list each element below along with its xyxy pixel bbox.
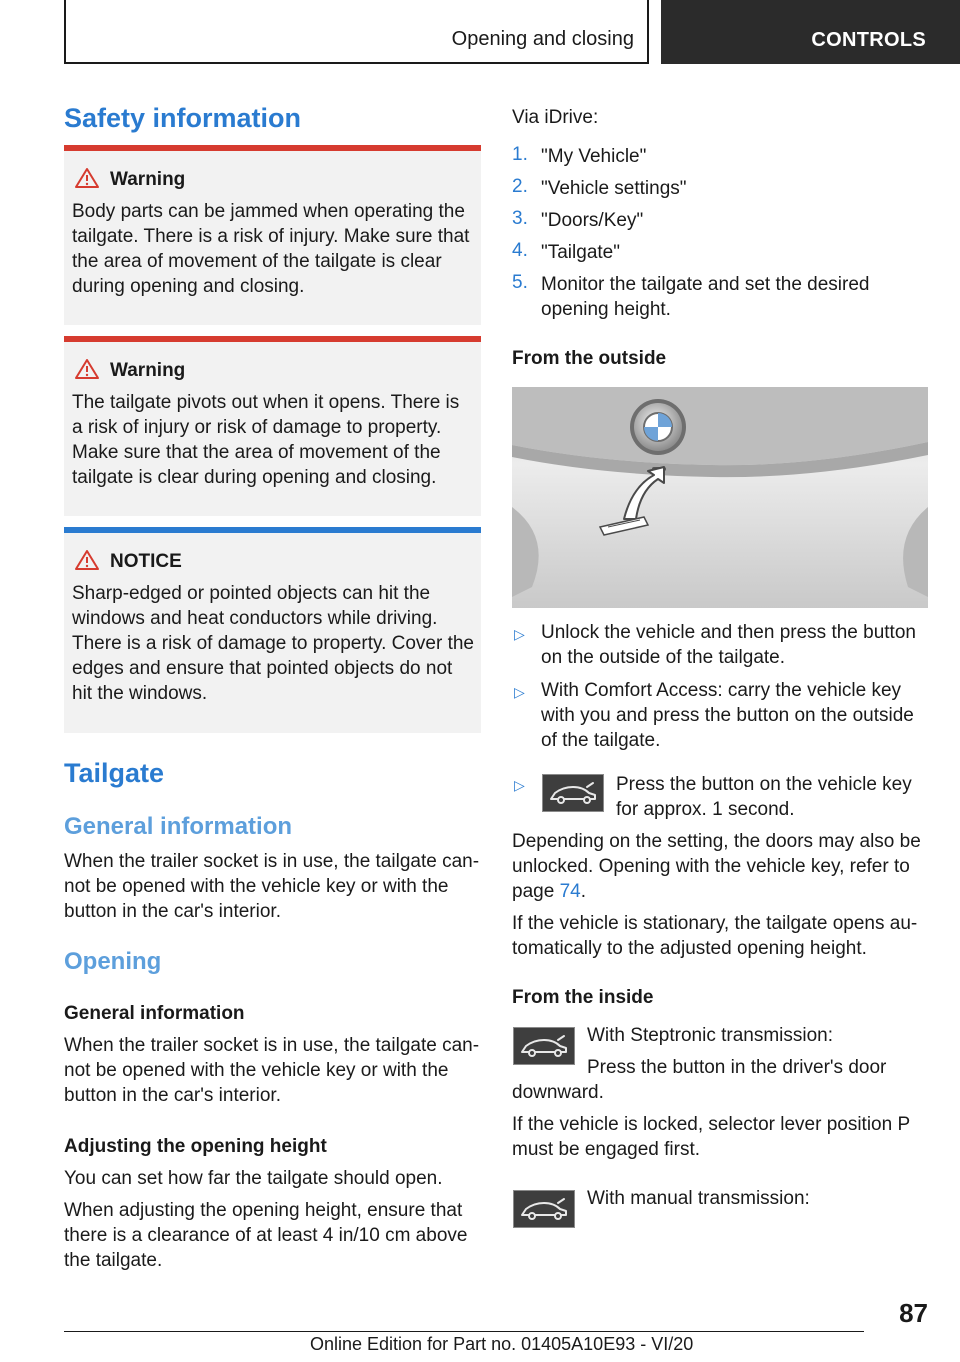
- tailgate-heading: Tailgate: [64, 758, 165, 788]
- general-info-text: When the trailer socket is in use, the tailgate cannot be opened with the vehicle key or with the button in the car's interior.: [64, 851, 480, 922]
- header-chapter-title: CONTROLS: [811, 29, 926, 51]
- warning-2-text: The tailgate pivots out when it opens. There is a risk of injury or risk of damage to property. Make sure that the area of movement of the tailgate is clear during opening and closing.: [72, 392, 460, 488]
- page-number: 87: [899, 1298, 928, 1328]
- triangle-bullet-icon: ▷: [514, 777, 525, 793]
- depending-text-body: Depending on the setting, the doors may also be unlocked. Opening with the vehicle key, refer to page: [512, 831, 921, 902]
- depending-text: Depending on the setting, the doors may also be unlocked. Opening with the vehicle key, refer to page 74.: [512, 831, 921, 902]
- header-divider-bottom: [64, 62, 648, 64]
- from-inside-heading: From the inside: [512, 987, 654, 1008]
- adjusting-heading: Adjusting the opening height: [64, 1136, 327, 1157]
- step-number: 1.: [512, 144, 528, 165]
- warning-triangle-icon: [74, 358, 100, 380]
- tailgate-button-photo: [512, 387, 928, 608]
- manual-text: With manual transmission:: [587, 1188, 810, 1209]
- notice-bar: [64, 527, 481, 533]
- step-text: "Vehicle settings": [541, 178, 687, 199]
- outside-bullet-1: Unlock the vehicle and then press the button on the outside of the tailgate.: [541, 622, 916, 668]
- notice-text: Sharp-edged or pointed objects can hit the windows and heat conductors while driving. There is a risk of damage to property. Cover the edges and ensure that pointed objects do not hit the windows.: [72, 583, 474, 704]
- tailgate-car-icon: [542, 774, 604, 812]
- warning-2-title: Warning: [110, 360, 186, 381]
- warning-box-2: [64, 336, 481, 516]
- via-idrive-label: Via iDrive:: [512, 107, 599, 128]
- warning-1-title: Warning: [110, 169, 186, 190]
- press-door-text: Press the button in the driver's door downward.: [512, 1057, 887, 1103]
- step-number: 2.: [512, 176, 528, 197]
- from-outside-heading: From the outside: [512, 348, 667, 369]
- warning-triangle-icon: [74, 167, 100, 189]
- outside-bullet-2: With Comfort Access: carry the vehicle key with you and press the button on the outside of the tailgate.: [541, 680, 914, 751]
- general-info-heading: General information: [64, 813, 293, 840]
- warning-bar: [64, 336, 481, 342]
- header-divider-left: [64, 0, 66, 64]
- warning-box-1: [64, 145, 481, 325]
- step-text: "Tailgate": [541, 242, 620, 263]
- triangle-bullet-icon: ▷: [514, 626, 525, 642]
- stationary-text: If the vehicle is stationary, the tailgate opens automatically to the adjusted opening height.: [512, 913, 918, 959]
- adjusting-text-2: When adjusting the opening height, ensure that there is a clearance of at least 4 in/10 cm above the tailgate.: [64, 1200, 468, 1271]
- outside-bullet-3: Press the button on the vehicle key for approx. 1 second.: [616, 774, 912, 820]
- page-link[interactable]: 74: [559, 881, 581, 902]
- steptronic-text: With Steptronic transmission:: [587, 1025, 834, 1046]
- opening-heading: Opening: [64, 948, 162, 975]
- adjusting-text-1: You can set how far the tailgate should open.: [64, 1168, 443, 1189]
- opening-general-heading: General information: [64, 1003, 245, 1024]
- header-section-title: Opening and closing: [451, 28, 634, 50]
- header-divider-right: [647, 0, 649, 64]
- warning-1-text: Body parts can be jammed when operating the tailgate. There is a risk of injury. Make sure that the area of movement of the tailgate is clear during opening and closing.: [72, 201, 470, 297]
- opening-general-text: When the trailer socket is in use, the tailgate cannot be opened with the vehicle key or with the button in the car's interior.: [64, 1035, 480, 1106]
- step-number: 4.: [512, 240, 528, 261]
- triangle-bullet-icon: ▷: [514, 684, 525, 700]
- step-number: 3.: [512, 208, 528, 229]
- step-number: 5.: [512, 272, 528, 293]
- notice-box: [64, 527, 481, 733]
- footer-divider: [64, 1331, 864, 1332]
- step-text: Monitor the tailgate and set the desired opening height.: [541, 274, 870, 320]
- warning-bar: [64, 145, 481, 151]
- warning-triangle-icon: [74, 549, 100, 571]
- step-text: "Doors/Key": [541, 210, 644, 231]
- step-text: "My Vehicle": [541, 146, 647, 167]
- notice-title: NOTICE: [110, 551, 182, 572]
- safety-heading: Safety information: [64, 103, 302, 133]
- tailgate-car-icon: [513, 1190, 575, 1228]
- locked-text: If the vehicle is locked, selector lever position P must be engaged first.: [512, 1114, 910, 1160]
- footer-edition: Online Edition for Part no. 01405A10E93 - VI/20: [310, 1334, 694, 1354]
